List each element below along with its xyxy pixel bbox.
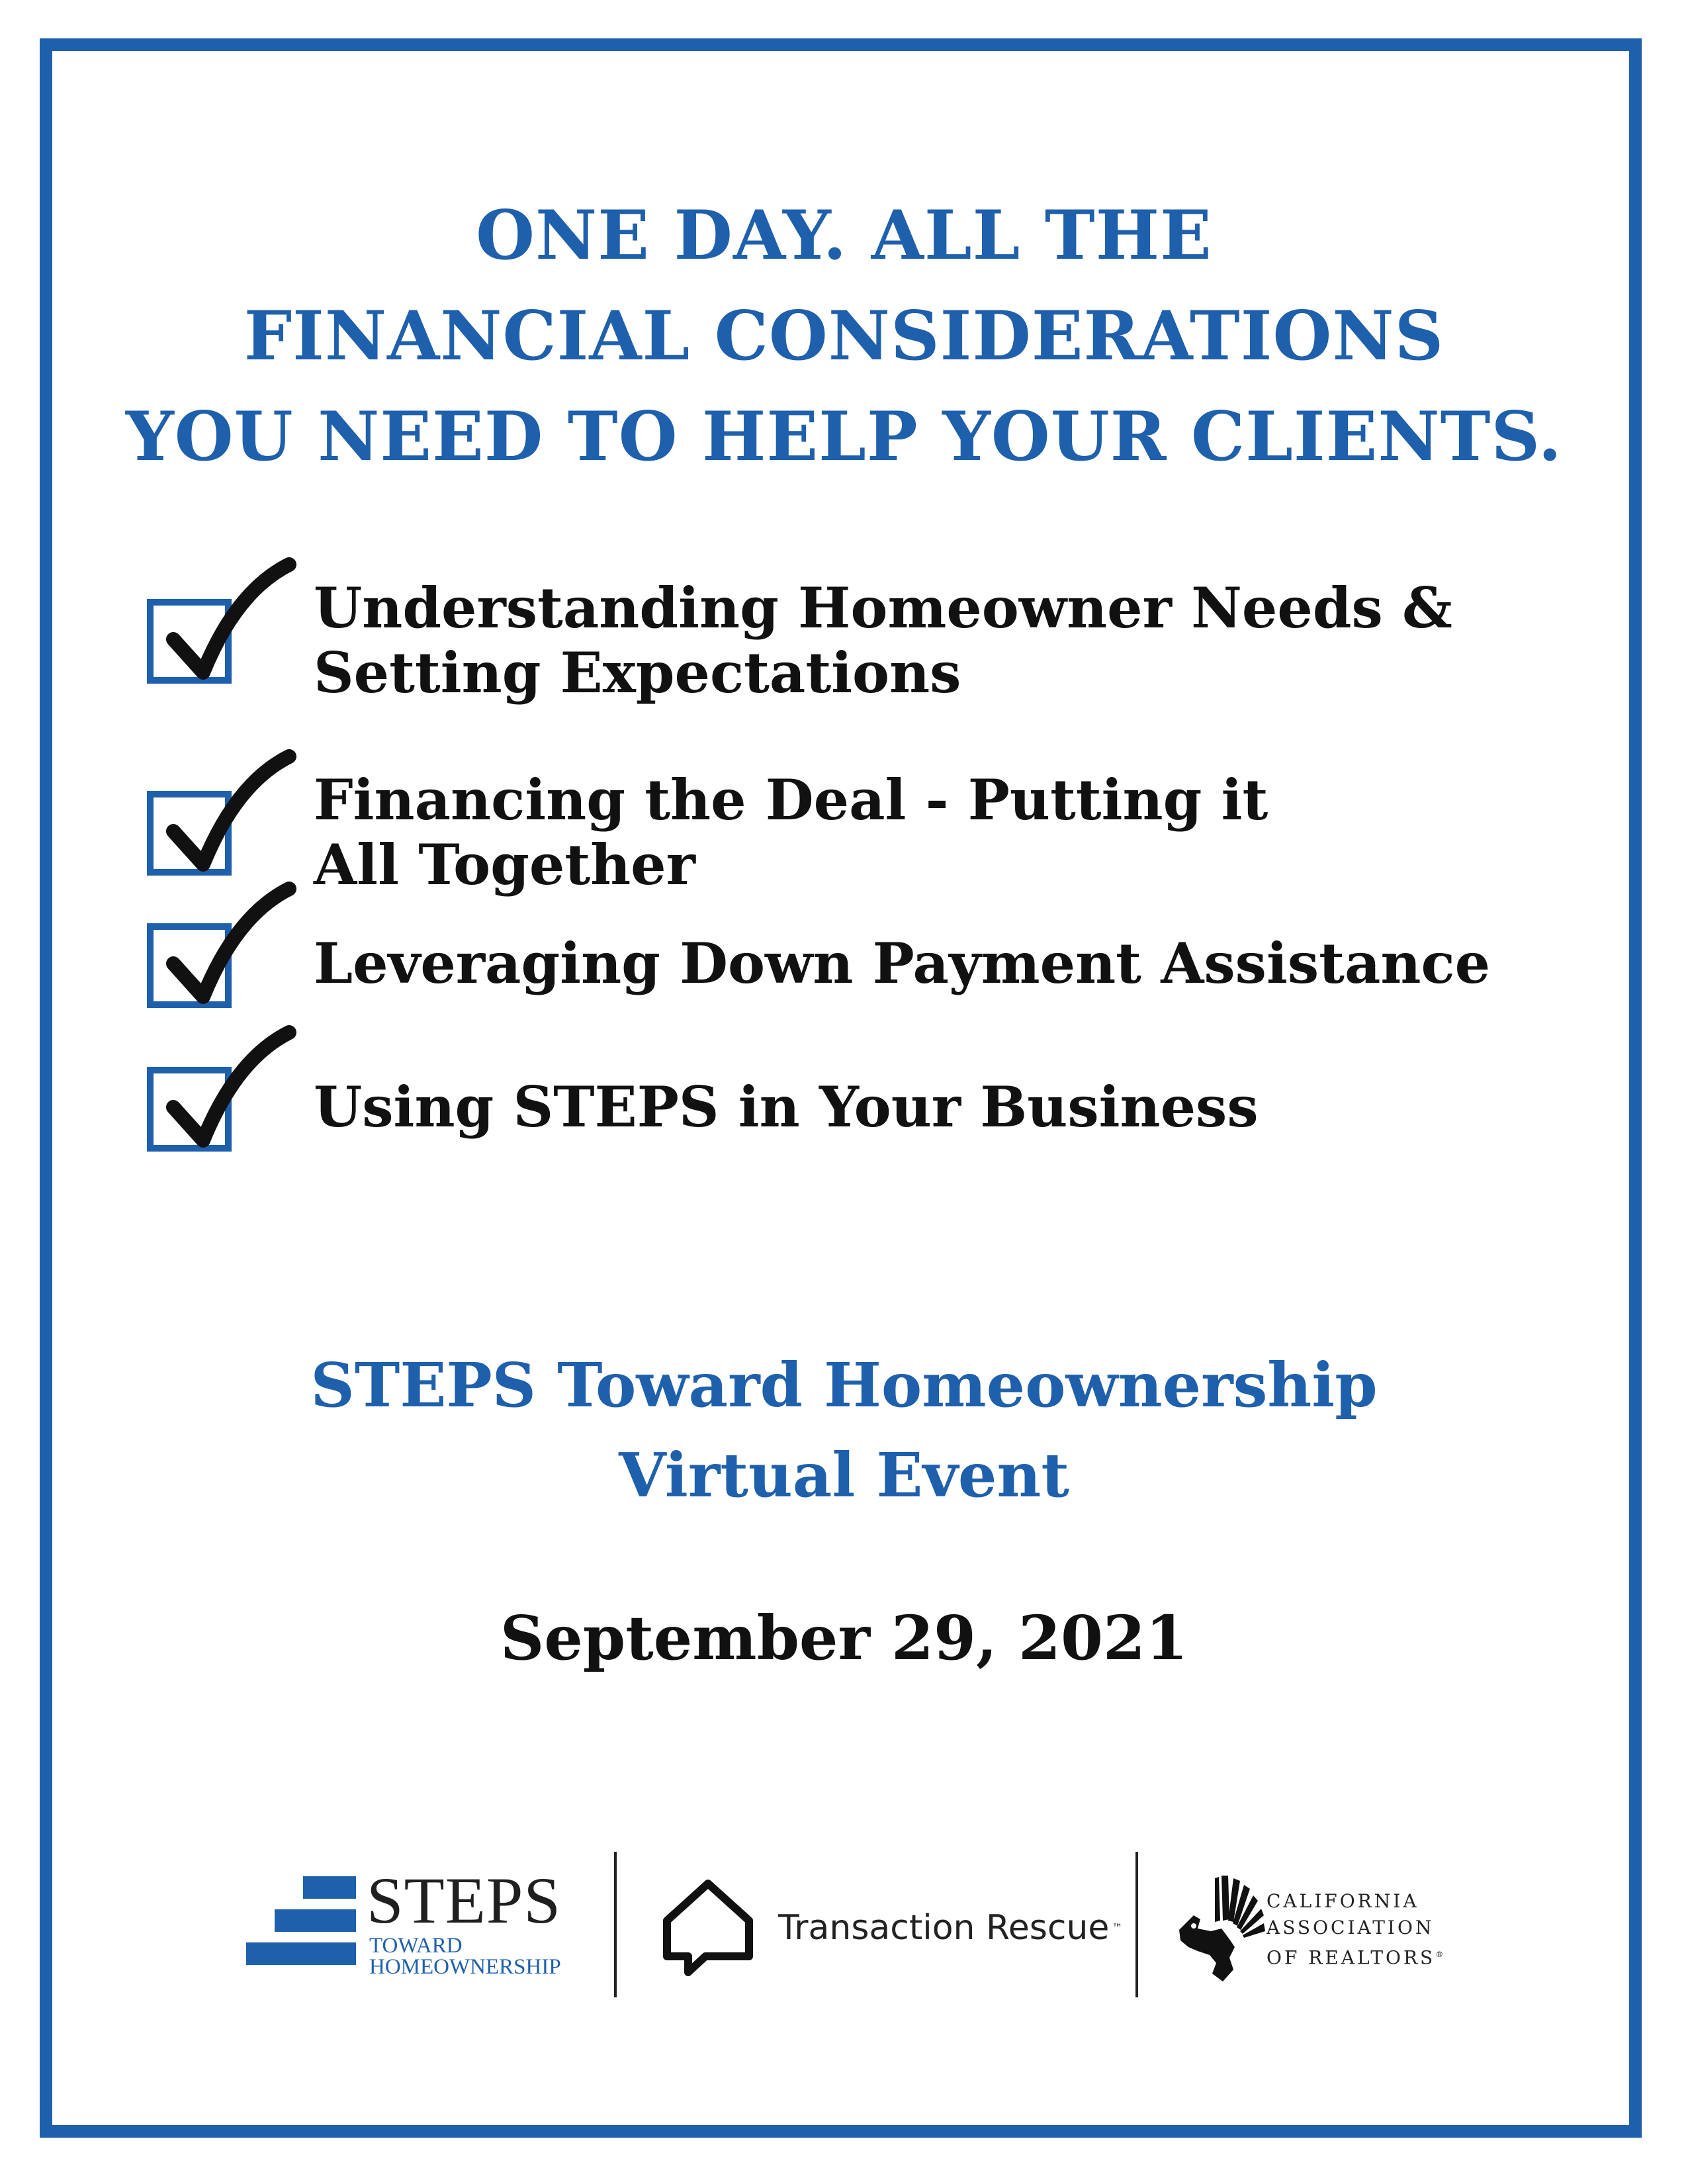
california-bear-emblem-icon [1174,1873,1269,1984]
event-title-line-2: Virtual Event [619,1439,1069,1511]
checklist-item-line: Leveraging Down Payment Assistance [314,931,1491,996]
checkmark-icon [157,1023,302,1155]
steps-bar [303,1876,356,1899]
checkmark-icon [157,555,302,687]
registered-mark: ® [1435,1950,1444,1959]
checklist-item-text [314,576,1604,705]
steps-logo-word: STEPS [367,1864,562,1937]
checklist-item-line: Financing the Deal - Putting it [314,767,1268,833]
checklist-item-line: Setting Expectations [314,640,961,705]
logo-divider [614,1852,617,1997]
checklist-item-text [314,1075,1604,1140]
checkmark-icon [157,879,302,1011]
checkmark-icon [157,747,302,879]
steps-logo-sub: HOMEOWNERSHIP [369,1955,561,1979]
event-date: September 29, 2021 [500,1602,1188,1674]
logo-divider [1135,1852,1138,1997]
steps-logo-sub: TOWARD [369,1934,463,1958]
car-logo-text [1266,1888,1443,1971]
checklist-item-text [314,931,1604,996]
house-chat-icon [654,1873,762,1979]
steps-bar [275,1909,356,1932]
transaction-rescue-name: Transaction Rescue [778,1908,1110,1948]
event-title-line-1: STEPS Toward Homeownership [310,1349,1378,1421]
checklist-item-line: Understanding Homeowner Needs & [314,575,1452,641]
headline [0,185,1688,487]
transaction-rescue-logo [778,1907,1122,1948]
car-logo-line: CALIFORNIA [1266,1890,1419,1912]
headline-line-3: YOU NEED TO HELP YOUR CLIENTS. [125,397,1563,477]
car-logo-line: ASSOCIATION [1266,1917,1435,1938]
event-title [0,1340,1688,1520]
steps-bar [246,1942,356,1965]
steps-logo [246,1864,584,1982]
checklist-item-line: All Together [314,832,695,897]
sponsor-logos [0,1846,1688,2005]
headline-line-1: ONE DAY. ALL THE [476,196,1212,275]
trademark-mark: ™ [1112,1921,1123,1934]
checklist-item-line: Using STEPS in Your Business [314,1074,1259,1140]
headline-line-2: FINANCIAL CONSIDERATIONS [244,296,1444,376]
car-logo-line: OF REALTORS [1266,1946,1436,1969]
checklist-item-text [314,768,1604,897]
